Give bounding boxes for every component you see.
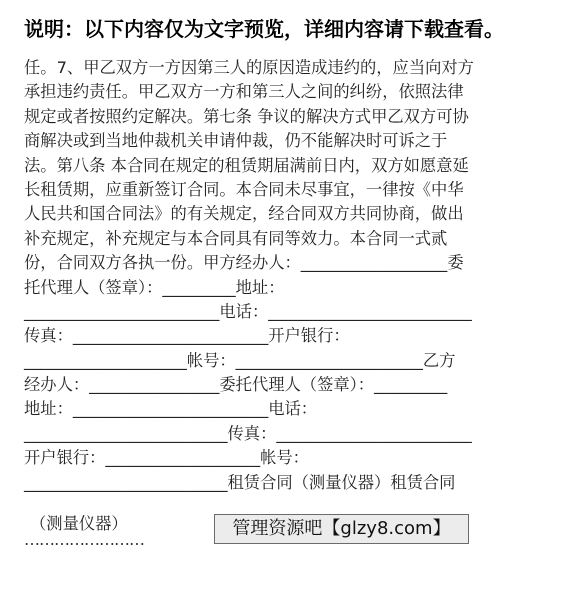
- document-line: 承担违约责任。甲乙双方一方和第三人之间的纠纷，依照法律: [24, 82, 464, 102]
- document-line: 托代理人（签章）：_________地址：: [24, 277, 285, 297]
- document-line: 补充规定，补充规定与本合同具有同等效力。本合同一式贰: [24, 228, 448, 248]
- document-line: 份，合同双方各执一份。甲方经办人：__________________委: [24, 253, 464, 273]
- document-line: _________________________传真：________________________: [24, 423, 472, 443]
- preview-notice: 说明：以下内容仅为文字预览，详细内容请下载查看。: [24, 17, 504, 41]
- document-line: 地址：________________________电话：: [24, 399, 318, 419]
- ellipsis-dots: ……………………: [24, 530, 144, 549]
- document-line: 人民共和国合同法》的有关规定，经合同双方共同协商，做出: [24, 204, 464, 224]
- document-line: ________________________电话：_________________________: [24, 301, 472, 321]
- document-body: [24, 56, 554, 495]
- document-line: _________________________租赁合同（测量仪器）租赁合同: [24, 472, 456, 492]
- document-line: 法。第八条 本合同在规定的租赁期届满前日内，双方如愿意延: [24, 155, 469, 175]
- document-line: 商解决或到当地仲裁机关申请仲裁，仍不能解决时可诉之于: [24, 131, 448, 151]
- document-footer: [24, 512, 564, 572]
- download-site-link[interactable]: 管理资源吧【glzy8.com】: [214, 514, 469, 544]
- document-line: 传真：________________________开户银行：: [24, 326, 350, 346]
- document-line: ____________________帐号：_______________________乙方: [24, 350, 456, 370]
- document-line: 经办人：________________委托代理人（签章）：_________: [24, 375, 448, 395]
- document-line: 规定或者按照约定解决。第七条 争议的解决方式甲乙双方可协: [24, 106, 469, 126]
- document-line: 长租赁期，应重新签订合同。本合同未尽事宜，一律按《中华: [24, 179, 464, 199]
- document-last-line: （测量仪器）: [30, 514, 128, 533]
- document-line: 开户银行：___________________帐号：: [24, 448, 309, 468]
- document-line: 任。7、甲乙双方一方因第三人的原因造成违约的，应当向对方: [24, 58, 474, 77]
